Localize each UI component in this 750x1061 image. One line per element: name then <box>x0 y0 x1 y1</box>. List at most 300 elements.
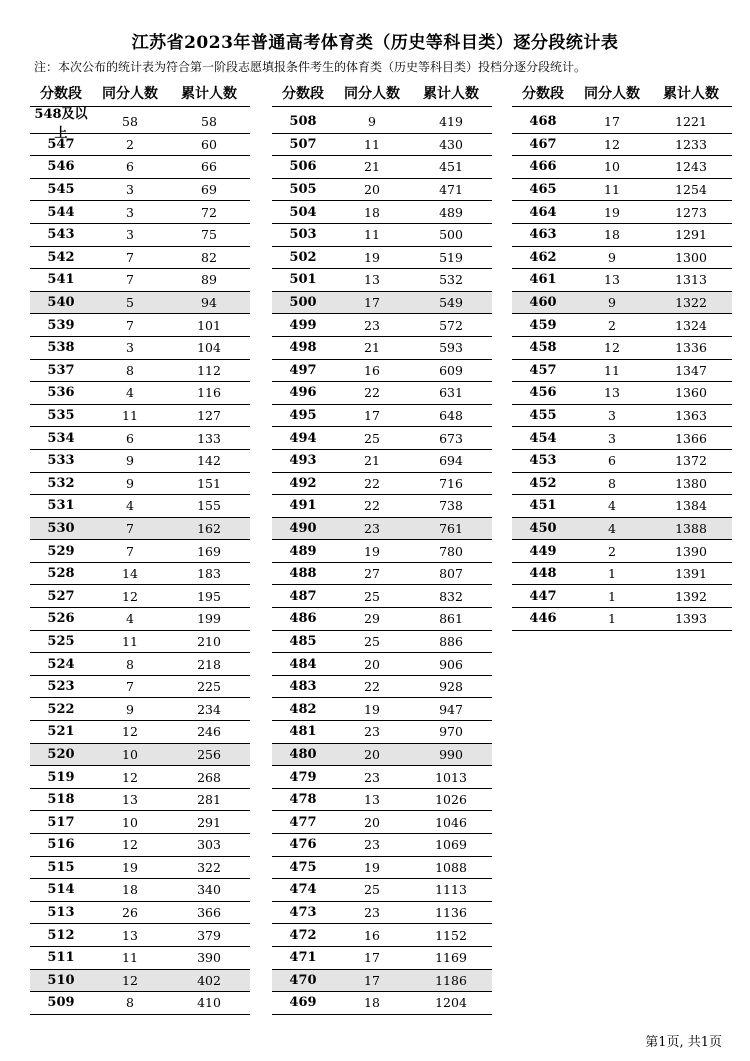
same-count-cell: 19 <box>364 543 380 559</box>
score-cell: 482 <box>289 701 317 717</box>
same-count-cell: 8 <box>126 362 134 378</box>
score-cell: 496 <box>289 385 317 401</box>
header-score: 分数段 <box>40 86 82 102</box>
score-cell: 537 <box>47 362 75 378</box>
score-cell: 543 <box>47 227 75 243</box>
score-table-column-2 <box>272 80 492 1015</box>
table-row <box>272 314 492 337</box>
score-cell: 481 <box>289 724 317 740</box>
table-row <box>30 224 250 247</box>
cumulative-cell: 471 <box>439 182 463 198</box>
cumulative-cell: 1336 <box>675 340 707 356</box>
table-row <box>30 857 250 880</box>
cumulative-cell: 195 <box>197 588 221 604</box>
cumulative-cell: 256 <box>197 746 221 762</box>
table-row <box>512 563 732 586</box>
cumulative-cell: 1392 <box>675 588 707 604</box>
cumulative-cell: 1313 <box>675 272 707 288</box>
score-cell: 456 <box>529 385 557 401</box>
cumulative-cell: 694 <box>439 453 463 469</box>
cumulative-cell: 609 <box>439 362 463 378</box>
same-count-cell: 13 <box>604 272 620 288</box>
header-cumulative: 累计人数 <box>663 86 719 102</box>
score-cell: 450 <box>529 520 557 536</box>
table-row <box>272 337 492 360</box>
cumulative-cell: 402 <box>197 972 221 988</box>
same-count-cell: 4 <box>608 498 616 514</box>
same-count-cell: 19 <box>122 859 138 875</box>
same-count-cell: 18 <box>364 995 380 1011</box>
table-row <box>30 518 250 541</box>
cumulative-cell: 419 <box>439 114 463 130</box>
score-cell: 538 <box>47 340 75 356</box>
cumulative-cell: 210 <box>197 633 221 649</box>
cumulative-cell: 218 <box>197 656 221 672</box>
cumulative-cell: 1088 <box>435 859 467 875</box>
table-row <box>272 473 492 496</box>
same-count-cell: 8 <box>126 656 134 672</box>
cumulative-cell: 281 <box>197 792 221 808</box>
score-cell: 524 <box>47 656 75 672</box>
score-cell: 517 <box>47 814 75 830</box>
same-count-cell: 25 <box>364 882 380 898</box>
score-cell: 533 <box>47 453 75 469</box>
score-cell: 484 <box>289 656 317 672</box>
table-row <box>30 427 250 450</box>
score-cell: 488 <box>289 566 317 582</box>
score-cell: 539 <box>47 317 75 333</box>
table-rows <box>30 106 250 1015</box>
same-count-cell: 7 <box>126 249 134 265</box>
same-count-cell: 29 <box>364 611 380 627</box>
score-cell: 465 <box>529 182 557 198</box>
same-count-cell: 10 <box>122 746 138 762</box>
score-cell: 491 <box>289 498 317 514</box>
same-count-cell: 1 <box>608 611 616 627</box>
same-count-cell: 23 <box>364 837 380 853</box>
page-footer: 第1页, 共1页 <box>645 1035 722 1050</box>
cumulative-cell: 489 <box>439 204 463 220</box>
cumulative-cell: 861 <box>439 611 463 627</box>
same-count-cell: 25 <box>364 633 380 649</box>
table-row <box>30 585 250 608</box>
same-count-cell: 3 <box>126 204 134 220</box>
score-cell: 471 <box>289 950 317 966</box>
cumulative-cell: 151 <box>197 475 221 491</box>
table-row <box>30 947 250 970</box>
score-cell: 473 <box>289 905 317 921</box>
score-table-column-3 <box>512 80 732 631</box>
score-cell: 460 <box>529 295 557 311</box>
cumulative-cell: 1069 <box>435 837 467 853</box>
table-row <box>30 495 250 518</box>
cumulative-cell: 291 <box>197 814 221 830</box>
table-row <box>272 811 492 834</box>
score-cell: 454 <box>529 430 557 446</box>
score-cell: 501 <box>289 272 317 288</box>
same-count-cell: 4 <box>126 498 134 514</box>
table-row <box>30 473 250 496</box>
cumulative-cell: 142 <box>197 453 221 469</box>
table-row <box>512 382 732 405</box>
score-cell: 504 <box>289 204 317 220</box>
table-row <box>30 744 250 767</box>
same-count-cell: 14 <box>122 566 138 582</box>
score-cell: 464 <box>529 204 557 220</box>
same-count-cell: 1 <box>608 588 616 604</box>
table-row <box>512 427 732 450</box>
score-cell: 531 <box>47 498 75 514</box>
table-row <box>30 563 250 586</box>
score-cell: 459 <box>529 317 557 333</box>
score-cell: 475 <box>289 859 317 875</box>
table-row <box>512 269 732 292</box>
score-cell: 516 <box>47 837 75 853</box>
table-row <box>272 789 492 812</box>
score-cell: 493 <box>289 453 317 469</box>
cumulative-cell: 1363 <box>675 408 707 424</box>
score-cell: 528 <box>47 566 75 582</box>
score-cell: 448 <box>529 566 557 582</box>
table-row <box>30 269 250 292</box>
cumulative-cell: 990 <box>439 746 463 762</box>
cumulative-cell: 928 <box>439 679 463 695</box>
header-same-count: 同分人数 <box>584 86 640 102</box>
table-row <box>272 134 492 157</box>
table-row <box>272 585 492 608</box>
table-row <box>30 992 250 1015</box>
cumulative-cell: 593 <box>439 340 463 356</box>
score-cell: 476 <box>289 837 317 853</box>
cumulative-cell: 89 <box>201 272 217 288</box>
same-count-cell: 16 <box>364 927 380 943</box>
cumulative-cell: 1391 <box>675 566 707 582</box>
score-cell: 503 <box>289 227 317 243</box>
score-cell: 458 <box>529 340 557 356</box>
score-cell: 472 <box>289 927 317 943</box>
table-header <box>512 80 732 107</box>
cumulative-cell: 246 <box>197 724 221 740</box>
same-count-cell: 4 <box>608 520 616 536</box>
same-count-cell: 22 <box>364 498 380 514</box>
score-cell: 457 <box>529 362 557 378</box>
same-count-cell: 25 <box>364 430 380 446</box>
same-count-cell: 1 <box>608 566 616 582</box>
cumulative-cell: 340 <box>197 882 221 898</box>
score-cell: 542 <box>47 249 75 265</box>
cumulative-cell: 379 <box>197 927 221 943</box>
same-count-cell: 9 <box>126 475 134 491</box>
cumulative-cell: 1026 <box>435 792 467 808</box>
cumulative-cell: 1233 <box>675 136 707 152</box>
table-row <box>30 382 250 405</box>
same-count-cell: 19 <box>364 249 380 265</box>
cumulative-cell: 1380 <box>675 475 707 491</box>
cumulative-cell: 66 <box>201 159 217 175</box>
same-count-cell: 22 <box>364 679 380 695</box>
score-cell: 485 <box>289 633 317 649</box>
table-note: 注：本次公布的统计表为符合第一阶段志愿填报条件考生的体育类（历史等科目类）投档分逐分段统计。 <box>34 60 587 74</box>
same-count-cell: 23 <box>364 769 380 785</box>
cumulative-cell: 303 <box>197 837 221 853</box>
score-cell: 478 <box>289 792 317 808</box>
table-row <box>272 857 492 880</box>
same-count-cell: 19 <box>364 701 380 717</box>
table-row <box>512 337 732 360</box>
table-row <box>30 450 250 473</box>
score-cell: 511 <box>47 950 75 966</box>
cumulative-cell: 1169 <box>435 950 467 966</box>
table-row <box>272 608 492 631</box>
table-row <box>30 106 250 141</box>
cumulative-cell: 1152 <box>435 927 467 943</box>
table-row <box>512 360 732 383</box>
score-cell: 545 <box>47 182 75 198</box>
same-count-cell: 12 <box>122 972 138 988</box>
score-cell: 523 <box>47 679 75 695</box>
cumulative-cell: 780 <box>439 543 463 559</box>
score-cell: 544 <box>47 204 75 220</box>
same-count-cell: 7 <box>126 317 134 333</box>
cumulative-cell: 127 <box>197 408 221 424</box>
same-count-cell: 11 <box>604 362 620 378</box>
same-count-cell: 26 <box>122 905 138 921</box>
cumulative-cell: 1360 <box>675 385 707 401</box>
score-cell: 522 <box>47 701 75 717</box>
table-row <box>272 518 492 541</box>
same-count-cell: 11 <box>122 408 138 424</box>
table-row <box>272 111 492 134</box>
same-count-cell: 9 <box>126 453 134 469</box>
same-count-cell: 10 <box>604 159 620 175</box>
same-count-cell: 4 <box>126 611 134 627</box>
same-count-cell: 17 <box>364 408 380 424</box>
same-count-cell: 3 <box>126 227 134 243</box>
cumulative-cell: 430 <box>439 136 463 152</box>
table-row <box>512 111 732 134</box>
cumulative-cell: 1366 <box>675 430 707 446</box>
table-row <box>30 766 250 789</box>
table-row <box>272 495 492 518</box>
score-cell: 518 <box>47 792 75 808</box>
table-row <box>30 811 250 834</box>
score-cell: 498 <box>289 340 317 356</box>
score-cell: 492 <box>289 475 317 491</box>
score-cell: 546 <box>47 159 75 175</box>
table-row <box>30 337 250 360</box>
cumulative-cell: 716 <box>439 475 463 491</box>
cumulative-cell: 1186 <box>435 972 467 988</box>
cumulative-cell: 94 <box>201 295 217 311</box>
score-cell: 527 <box>47 588 75 604</box>
header-score: 分数段 <box>522 86 564 102</box>
same-count-cell: 23 <box>364 724 380 740</box>
table-row <box>272 947 492 970</box>
table-row <box>272 201 492 224</box>
score-cell: 506 <box>289 159 317 175</box>
same-count-cell: 19 <box>364 859 380 875</box>
same-count-cell: 4 <box>126 385 134 401</box>
table-row <box>512 292 732 315</box>
same-count-cell: 3 <box>608 430 616 446</box>
table-row <box>272 450 492 473</box>
score-cell: 535 <box>47 408 75 424</box>
score-cell: 497 <box>289 362 317 378</box>
table-row <box>272 360 492 383</box>
same-count-cell: 7 <box>126 520 134 536</box>
cumulative-cell: 1013 <box>435 769 467 785</box>
cumulative-cell: 1393 <box>675 611 707 627</box>
score-cell: 452 <box>529 475 557 491</box>
score-cell: 510 <box>47 972 75 988</box>
table-row <box>512 224 732 247</box>
cumulative-cell: 75 <box>201 227 217 243</box>
score-cell: 470 <box>289 972 317 988</box>
cumulative-cell: 104 <box>197 340 221 356</box>
cumulative-cell: 69 <box>201 182 217 198</box>
same-count-cell: 25 <box>364 588 380 604</box>
header-score: 分数段 <box>282 86 324 102</box>
score-cell: 469 <box>289 995 317 1011</box>
table-row <box>272 540 492 563</box>
table-row <box>512 450 732 473</box>
table-row <box>30 902 250 925</box>
table-row <box>512 156 732 179</box>
score-cell: 530 <box>47 520 75 536</box>
table-row <box>30 179 250 202</box>
table-row <box>30 721 250 744</box>
same-count-cell: 19 <box>604 204 620 220</box>
cumulative-cell: 648 <box>439 408 463 424</box>
same-count-cell: 12 <box>122 588 138 604</box>
cumulative-cell: 631 <box>439 385 463 401</box>
same-count-cell: 10 <box>122 814 138 830</box>
score-cell: 447 <box>529 588 557 604</box>
score-cell: 446 <box>529 611 557 627</box>
cumulative-cell: 133 <box>197 430 221 446</box>
table-row <box>272 631 492 654</box>
cumulative-cell: 183 <box>197 566 221 582</box>
table-row <box>272 744 492 767</box>
table-row <box>30 608 250 631</box>
same-count-cell: 5 <box>126 295 134 311</box>
score-cell: 520 <box>47 746 75 762</box>
cumulative-cell: 1046 <box>435 814 467 830</box>
score-cell: 541 <box>47 272 75 288</box>
table-row <box>512 405 732 428</box>
header-cumulative: 累计人数 <box>423 86 479 102</box>
table-row <box>272 653 492 676</box>
cumulative-cell: 169 <box>197 543 221 559</box>
cumulative-cell: 738 <box>439 498 463 514</box>
same-count-cell: 9 <box>608 249 616 265</box>
same-count-cell: 18 <box>604 227 620 243</box>
table-row <box>512 201 732 224</box>
score-table-column-1 <box>30 80 250 1015</box>
score-cell: 461 <box>529 272 557 288</box>
table-row <box>272 924 492 947</box>
cumulative-cell: 673 <box>439 430 463 446</box>
table-row <box>30 247 250 270</box>
header-cumulative: 累计人数 <box>181 86 237 102</box>
cumulative-cell: 1136 <box>435 905 467 921</box>
table-row <box>512 518 732 541</box>
score-cell: 490 <box>289 520 317 536</box>
score-cell: 540 <box>47 295 75 311</box>
cumulative-cell: 390 <box>197 950 221 966</box>
same-count-cell: 11 <box>122 633 138 649</box>
same-count-cell: 22 <box>364 385 380 401</box>
cumulative-cell: 532 <box>439 272 463 288</box>
score-cell: 468 <box>529 114 557 130</box>
same-count-cell: 17 <box>364 950 380 966</box>
same-count-cell: 6 <box>126 159 134 175</box>
table-row <box>30 631 250 654</box>
same-count-cell: 11 <box>604 182 620 198</box>
table-row <box>512 473 732 496</box>
same-count-cell: 7 <box>126 543 134 559</box>
same-count-cell: 12 <box>604 340 620 356</box>
same-count-cell: 8 <box>608 475 616 491</box>
score-cell: 467 <box>529 136 557 152</box>
score-cell: 495 <box>289 408 317 424</box>
same-count-cell: 17 <box>364 972 380 988</box>
table-row <box>272 766 492 789</box>
cumulative-cell: 906 <box>439 656 463 672</box>
cumulative-cell: 1273 <box>675 204 707 220</box>
table-row <box>30 924 250 947</box>
same-count-cell: 18 <box>364 204 380 220</box>
cumulative-cell: 970 <box>439 724 463 740</box>
same-count-cell: 12 <box>122 724 138 740</box>
score-cell: 509 <box>47 995 75 1011</box>
score-cell: 480 <box>289 746 317 762</box>
same-count-cell: 21 <box>364 453 380 469</box>
table-row <box>30 676 250 699</box>
table-row <box>272 269 492 292</box>
score-cell: 479 <box>289 769 317 785</box>
table-row <box>30 879 250 902</box>
score-cell: 526 <box>47 611 75 627</box>
same-count-cell: 12 <box>604 136 620 152</box>
same-count-cell: 17 <box>604 114 620 130</box>
score-cell: 453 <box>529 453 557 469</box>
table-row <box>272 156 492 179</box>
table-row <box>272 247 492 270</box>
table-row <box>512 134 732 157</box>
score-cell: 508 <box>289 114 317 130</box>
same-count-cell: 16 <box>364 362 380 378</box>
cumulative-cell: 1384 <box>675 498 707 514</box>
table-row <box>272 879 492 902</box>
table-row <box>30 789 250 812</box>
same-count-cell: 58 <box>122 114 138 130</box>
cumulative-cell: 1254 <box>675 182 707 198</box>
table-row <box>272 563 492 586</box>
same-count-cell: 11 <box>122 950 138 966</box>
table-row <box>30 156 250 179</box>
cumulative-cell: 162 <box>197 520 221 536</box>
score-cell: 489 <box>289 543 317 559</box>
same-count-cell: 2 <box>608 317 616 333</box>
same-count-cell: 13 <box>122 792 138 808</box>
score-cell: 466 <box>529 159 557 175</box>
score-cell: 514 <box>47 882 75 898</box>
score-cell: 487 <box>289 588 317 604</box>
cumulative-cell: 1243 <box>675 159 707 175</box>
table-row <box>272 834 492 857</box>
table-row <box>30 292 250 315</box>
